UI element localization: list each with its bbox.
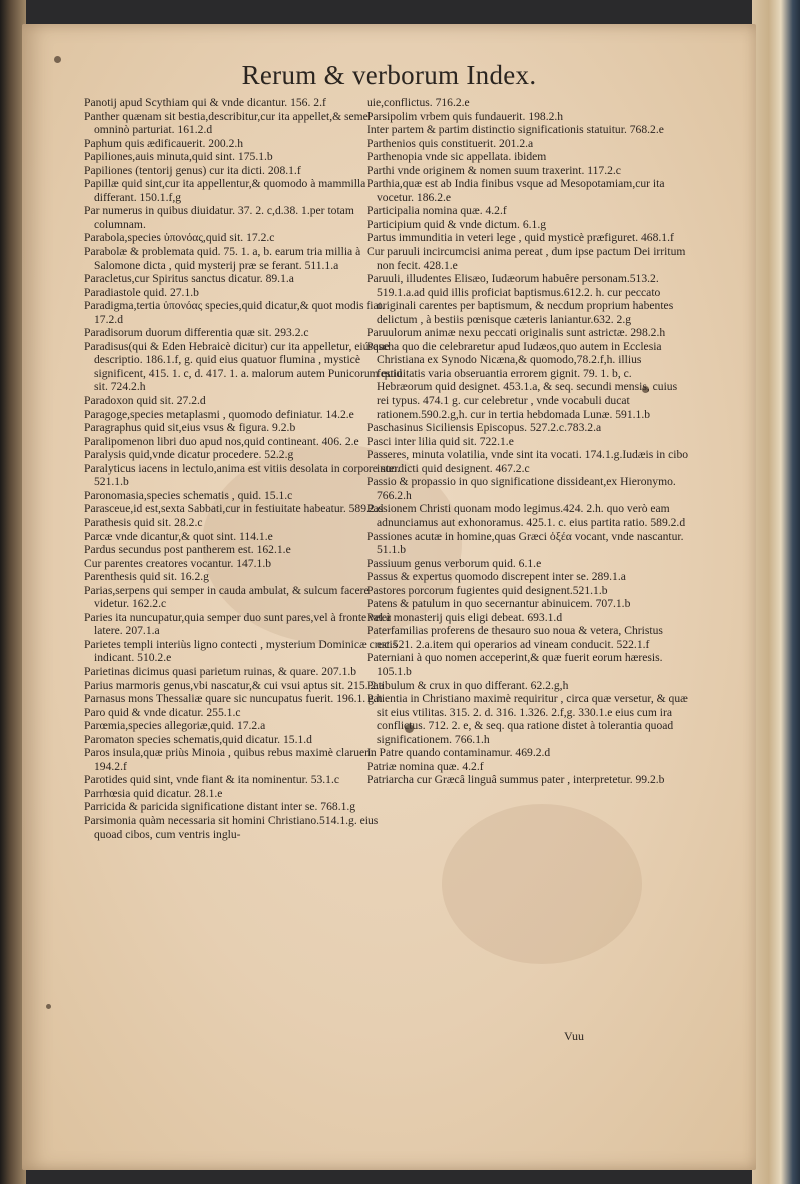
book-page	[22, 24, 756, 1170]
index-entry: Pascha quo die celebraretur apud Iudæos,quo autem in Ecclesia Christiana ex Synodo Nicæna,& quomodo,78.2.f,h. illius festiuitatis varia obseruantia errorem gignit. 79. 1. b, c. Hebræorum quid designet. 453.1.a, & seq. secundi mensis, cuius rei typus. 474.1 g. cur celebretur , vnde vocabuli ducat rationem.590.2.g,h. cur in tertia hebdomada Lunæ. 591.1.b	[367, 339, 678, 421]
index-entry: Parthia,quæ est ab India finibus vsque ad Mesopotamiam,cur ita vocetur. 186.2.e	[367, 177, 665, 204]
index-entry: Paralysis quid,vnde dicatur procedere. 52.2.g	[84, 448, 294, 462]
index-entry: Paragraphus quid sit,eius vsus & figura. 9.2.b	[84, 421, 296, 435]
index-entry: Parthenopia vnde sic appellata. ibidem	[367, 150, 547, 164]
index-entry: Patriarcha cur Græcâ linguâ summus pater , interpretetur. 99.2.b	[367, 773, 665, 787]
index-entry: Parcæ vnde dicantur,& quot sint. 114.1.e	[84, 529, 273, 543]
index-entry: Patibulum & crux in quo differant. 62.2.g,h	[367, 678, 569, 692]
index-entry: Paradisus(qui & Eden Hebraicè dicitur) cur ita appelletur, eiúsque descriptio. 186.1.f, g. quid eius quatuor flumina , mysticè significent, 415. 1. c, d. 417. 1. a. malorum autem Punicorum quid sit. 724.2.h	[84, 339, 403, 394]
index-entry: In Patre quando contaminamur. 469.2.d	[367, 746, 551, 760]
index-entry: Paruuli, illudentes Elisæo, Iudæorum habuêre personam.513.2. 519.1.a.ad quid illis proficiat baptismus.612.2. h. cur peccato originali carentes per baptismum, & necdum proprium habentes delictum , à bestiis pœnisque cæteris laniantur.632. 2.g	[367, 272, 674, 326]
index-entry: Paschasinus Siciliensis Episcopus. 527.2.c.783.2.a	[367, 421, 602, 435]
index-entry: Panotij apud Scythiam qui & vnde dicantur. 156. 2.f	[84, 96, 326, 109]
index-entry: Paralipomenon libri duo apud nos,quid contineant. 406. 2.e	[84, 434, 359, 448]
index-entry: Papiliones,auis minuta,quid sint. 175.1.b	[84, 150, 273, 164]
index-column-left	[84, 96, 404, 841]
index-entry: Parœmia,species allegoriæ,quid. 17.2.a	[84, 719, 266, 733]
index-entry: uie,conflictus. 716.2.e	[367, 96, 470, 109]
index-entry: Papiliones (tentorij genus) cur ita dicti. 208.1.f	[84, 163, 301, 177]
index-entry: Passio & propassio in quo significatione dissideant,ex Hieronymo. 766.2.h	[367, 475, 676, 502]
index-entry: Paradiastole quid. 27.1.b	[84, 285, 199, 299]
index-entry: Parenthesis quid sit. 16.2.g	[84, 570, 209, 584]
index-entry: Parsipolim vrbem quis fundauerit. 198.2.h	[367, 109, 564, 123]
index-entry: Paradigma,tertia ὑπονόας species,quid dicatur,& quot modis fiat. 17.2.d	[84, 299, 385, 326]
index-entry: Par numerus in quibus diuidatur. 37. 2. c,d.38. 1.per totam columnam.	[84, 204, 354, 231]
index-entry: Patens & patulum in quo secernantur abinuicem. 707.1.b	[367, 597, 631, 611]
index-entry: Parietes templi interiùs ligno contecti , mysterium Dominicæ crucis indicant. 510.2.e	[84, 637, 398, 665]
index-entry: Paro quid & vnde dicatur. 255.1.c	[84, 705, 241, 719]
index-entry: Participalia nomina quæ. 4.2.f	[367, 204, 507, 218]
index-entry: Parabola,species ὑπονόας,quid sit. 17.2.c	[84, 231, 275, 245]
index-entry: Cur parentes creatores vocantur. 147.1.b	[84, 556, 272, 570]
index-entry: Pardus secundus post pantherem est. 162.1.e	[84, 543, 291, 557]
page-edges	[752, 0, 800, 1184]
index-entry: Paracletus,cur Spiritus sanctus dicatur. 89.1.a	[84, 272, 294, 286]
index-entry: Paragoge,species metaplasmi , quomodo definiatur. 14.2.e	[84, 407, 354, 421]
index-entry: Parias,serpens qui semper in cauda ambulat, & sulcum facere videtur. 162.2.c	[84, 583, 369, 611]
index-entry: Parrhœsia quid dicatur. 28.1.e	[84, 786, 223, 800]
index-entry: Papillæ quid sint,cur ita appellentur,& quomodo à mammilla differant. 150.1.f,g	[84, 177, 366, 204]
index-entry: Parius marmoris genus,vbi nascatur,& cui vsui aptus sit. 215. 2.a	[84, 678, 385, 692]
index-entry: Passeres, minuta volatilia, vnde sint ita vocati. 174.1.g.Iudæis in cibo interdicti quid designent. 467.2.c	[367, 448, 689, 475]
index-entry: Parathesis quid sit. 28.2.c	[84, 515, 203, 529]
paper-stain	[442, 804, 642, 964]
index-entry: Passus & expertus quomodo discrepent inter se. 289.1.a	[367, 570, 626, 584]
index-entry: Cur paruuli incircumcisi anima pereat , dum ipse pactum Dei irritum non fecit. 428.1.e	[367, 245, 686, 272]
index-entry: Pastores porcorum fugientes quid designent.521.1.b	[367, 583, 608, 597]
index-entry: Parsimonia quàm necessaria sit homini Christiano.514.1.g. eius quoad cibos, cum ventris inglu-	[84, 813, 379, 841]
index-entry: Paralyticus iacens in lectulo,anima est vitiis desolata in corpore suo. 521.1.b	[84, 461, 400, 489]
index-entry: Passiones acutæ in homine,quas Græci ὀξέα vocant, vnde nascantur. 51.1.b	[367, 529, 684, 557]
index-entry: Paphum quis ædificauerit. 200.2.h	[84, 136, 244, 150]
index-entry: Inter partem & partim distinctio significationis statuitur. 768.2.e	[367, 123, 664, 137]
index-entry: Paromaton species schematis,quid dicatur. 15.1.d	[84, 732, 312, 746]
index-entry: Parricida & paricida significatione distant inter se. 768.1.g	[84, 800, 356, 814]
index-entry: Patientia in Christiano maximè requiritur , circa quæ versetur, & quæ sit eius vtilitas. 315. 2. d. 316. 1.326. 2.f,g. 330.1.e eius cum ira conflictus. 712. 2. e, & seq. qua ratione distet à tolerantia quoad significationem. 766.1.h	[367, 692, 688, 746]
index-entry: Parietinas dicimus quasi parietum ruinas, & quare. 207.1.b	[84, 664, 357, 678]
index-entry: Paros insula,quæ priùs Minoia , quibus rebus maximè clarueri. 194.2.f	[84, 746, 375, 773]
index-entry: Paterniani à quo nomen acceperint,& quæ fuerit eorum hæresis. 105.1.b	[367, 651, 663, 678]
catchword: Vuu	[564, 1029, 584, 1043]
page-title: Rerum & verborum Index.	[241, 60, 537, 90]
index-column-right	[367, 96, 689, 787]
index-entry: Parotides quid sint, vnde fiant & ita nominentur. 53.1.c	[84, 773, 340, 787]
index-entry: Paradisorum duorum differentia quæ sit. 293.2.c	[84, 326, 309, 340]
index-entry: Pater monasterij quis eligi debeat. 693.1.d	[367, 610, 563, 624]
index-entry: Passiuum genus verborum quid. 6.1.e	[367, 556, 542, 570]
index-entry: Parasceue,id est,sexta Sabbati,cur in festiuitate habeatur. 589.2.d	[84, 502, 384, 516]
index-entry: Parthenios quis constituerit. 201.2.a	[367, 136, 534, 150]
index-entry: Paruulorum animæ nexu peccati originalis sunt astrictæ. 298.2.h	[367, 326, 666, 340]
index-entry: Parnasus mons Thessaliæ quare sic nuncupatus fuerit. 196.1. g.h	[84, 692, 383, 706]
index-entry: Paries ita nuncupatur,quia semper duo sunt pares,vel à fronte vel à latere. 207.1.a	[84, 610, 392, 638]
index-entry: Paronomasia,species schematis , quid. 15.1.c	[84, 488, 293, 502]
index-entry: Patriæ nomina quæ. 4.2.f	[367, 759, 484, 773]
index-entry: Parthi vnde originem & nomen suum traxerint. 117.2.c	[367, 163, 621, 177]
index-entry: Pasci inter lilia quid sit. 722.1.e	[367, 434, 514, 448]
index-entry: Passionem Christi quonam modo legimus.424. 2.h. quo verò eam adnunciamus aut exhonoramus. 425.1. c. eius partita ratio. 589.2.d	[367, 502, 686, 529]
index-entry: Parabolæ & problemata quid. 75. 1. a, b. earum tria millia à Salomone dicta , quid mysterij præ se ferant. 511.1.a	[84, 245, 361, 272]
index-entry: Panther quænam sit bestia,describitur,cur ita appellet,& semel omninò parturiat. 161.2.d	[84, 109, 372, 137]
index-entry: Partus immunditia in veteri lege , quid mysticè præfiguret. 468.1.f	[367, 231, 674, 245]
paper-spot	[46, 1004, 51, 1009]
index-entry: Paterfamilias proferens de thesauro suo noua & vetera, Christus est.521. 2.a.item qui operarios ad vineam conducit. 522.1.f	[367, 624, 663, 651]
index-entry: Paradoxon quid sit. 27.2.d	[84, 394, 206, 408]
index-entry: Participium quid & vnde dictum. 6.1.g	[367, 217, 547, 231]
